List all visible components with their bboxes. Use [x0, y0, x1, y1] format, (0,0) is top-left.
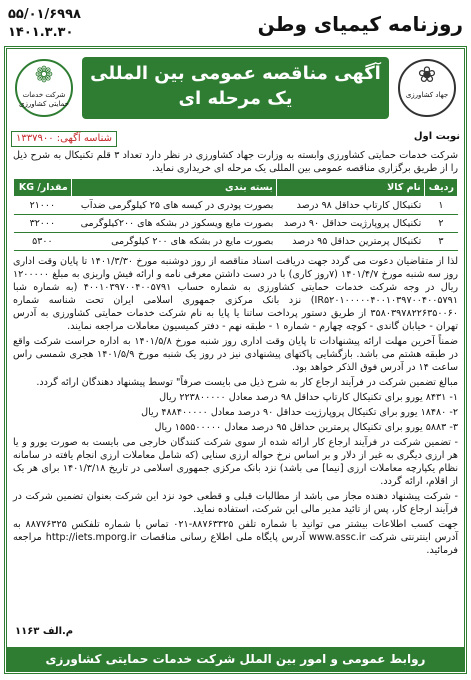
document-purchase-paragraph: لذا از متقاضیان دعوت می گردد جهت دریافت اسناد مناقصه از روز دوشنبه مورخ ۱۴۰۱/۳/۳۰ تا پایان وقت اداری روز سه شنبه مورخ ۱۴۰۱/۴/۷ (۷روز کاری) با در دست داشتن معرفی نامه و ارائه فیش واریزی به مبلغ ۱۲۰۰۰۰۰ ریال در وجه شرکت خدمات حمایتی کشاورزی به شماره حساب ۴۰۰۱۰۳۹۷۰۰۴۰۰۵۷۹۱ (به شماره شبا IR۵۲۰۱۰۰۰۰۰۴۰۰۱۰۳۹۷۰۰۴۰۰۵۷۹۱) نزد بانک مرکزی جمهوری اسلامی ایران تحت شناسه شماره ۳۵۸۰۳۹۷۸۲۲۶۳۵۰۰۶۰ از طریق دستور پرداخت ساتنا یا پایا به نام شرکت خدمات حمایتی کشاورزی به آدرس تهران - خیابان گاندی - کوچه چهارم - شماره ۱ - طبقه نهم - دفتر کمیسیون معاملات مراجعه نمایند. — [13, 256, 459, 332]
newspaper-title: روزنامه کیمیای وطن — [257, 12, 463, 36]
row-number: ۱ — [424, 197, 457, 215]
notice-number: شناسه آگهی: ۱۳۳۷۹۰۰ — [11, 131, 117, 147]
newspaper-header — [0, 0, 471, 46]
header-packaging: بسته بندی — [71, 179, 276, 197]
ad-meta-strip — [11, 131, 460, 147]
issue-date: ۱۴۰۱.۳.۳۰ — [8, 25, 74, 40]
ministry-logo-caption: جهاد کشاورزی — [405, 91, 449, 99]
claims-paragraph: - شرکت پیشنهاد دهنده مجاز می باشد از مطالبات قبلی و قطعی خود نزد این شرکت بعنوان تضمین شرکت در فرآیند ارجاع کار، پس از تائید مدیر مالی این شرکت، استفاده نماید. — [13, 491, 458, 515]
item-name: تکنیکال پرمترین حداقل ۹۵ درصد — [276, 233, 424, 251]
item-name: تکنیکال کارتاپ حداقل ۹۸ درصد — [276, 197, 424, 215]
ad-code: م.الف ۱۱۶۳ — [15, 626, 74, 637]
reference-number: ۵۵/۰۱/۶۹۹۸ — [8, 7, 81, 22]
table-row — [14, 215, 458, 233]
quantity: ۳۲۰۰۰ — [14, 215, 72, 233]
newspaper-meta — [8, 6, 81, 42]
item-name: تکنیکال پروپارژیت حداقل ۹۰ درصد — [276, 215, 424, 233]
packaging: بصورت مایع در بشکه های ۲۰۰ کیلوگرمی — [71, 233, 276, 251]
deadline-paragraph: ضمناً آخرین مهلت ارائه پیشنهادات تا پایان وقت اداری روز شنبه مورخ ۱۴۰۱/۵/۸ به اداره حراست شرکت واقع در طبقه هشتم می باشد. بازگشایی پاکتهای پیشنهادی نیز در روز یک شنبه مورخ ۱۴۰۱/۵/۹ هجری شمسی راس ساعت ۱۴ در آدرس فوق الذکر خواهد بود. — [13, 336, 459, 373]
ad-subtitle: یک مرحله ای — [178, 88, 293, 109]
leaf-icon: ❁ — [34, 63, 54, 88]
contact-paragraph: جهت کسب اطلاعات بیشتر می توانید با شماره تلفن ۸۸۷۶۳۳۲۵-۰۲۱ تماس با شماره تلفکس ۸۸۷۷۶۳۲۵ به آدرس اینترنتی شرکت www.assc.ir آدرس پایگاه ملی اطلاع رسانی مناقصات http://iets.mporg.ir مراجعه فرمائید. — [13, 519, 459, 556]
header-row-number: ردیف — [424, 179, 457, 197]
wheat-icon: ❀ — [417, 63, 437, 88]
ad-title: آگهی مناقصه عمومی بین المللی — [90, 63, 381, 84]
ad-header — [7, 49, 464, 129]
items-table — [13, 178, 458, 251]
quantity: ۲۱۰۰۰ — [14, 197, 72, 215]
company-logo-caption: شرکت خدمات حمایتی کشاورزی — [19, 91, 69, 108]
company-logo — [15, 59, 73, 117]
guarantee-item: ۳- ۵۸۸۳ یورو برای تکنیکال پرمترین حداقل ۹۵ درصد معادل ۱۵۵۵۰۰۰۰۰ ریال — [154, 422, 458, 433]
quantity: ۵۳۰۰ — [14, 233, 72, 251]
guarantee-item: ۱- ۸۴۳۱ یورو برای تکنیکال کارتاپ حداقل ۹۸ درصد معادل ۲۲۳۸۰۰۰۰۰ ریال — [159, 392, 458, 403]
ad-footer: روابط عمومی و امور بین الملل شرکت خدمات حمایتی کشاورزی — [7, 647, 464, 671]
header-quantity: مقدار/ KG — [14, 179, 72, 197]
guarantee-item: ۲- ۱۸۴۸۰ یورو برای تکنیکال پروپارژیت حداقل ۹۰ درصد معادل ۴۸۸۴۰۰۰۰۰ ریال — [141, 407, 458, 418]
ad-frame — [4, 46, 467, 674]
packaging: بصورت مایع ویسکوز در بشکه های ۲۰۰کیلوگرمی — [71, 215, 276, 233]
row-number: ۲ — [424, 215, 457, 233]
table-row — [14, 197, 458, 215]
ad-title-box — [82, 57, 389, 119]
row-number: ۳ — [424, 233, 457, 251]
table-header-row — [14, 179, 458, 197]
intro-paragraph: شرکت خدمات حمایتی کشاورزی وابسته به وزارت جهاد کشاورزی در نظر دارد تعداد ۳ قلم تکنیکال به شرح ذیل را از طریق برگزاری مناقصه عمومی بین المللی یک مرحله ای خریداری نماید. — [13, 150, 458, 174]
publication-turn: نوبت اول — [413, 131, 460, 142]
header-item-name: نام کالا — [276, 179, 424, 197]
guarantee-intro: مبالغ تضمین شرکت در فرآیند ارجاع کار به شرح ذیل می بایست صرفاً" توسط پیشنهاد دهندگان ارائه گردد. — [36, 377, 458, 388]
ad-body — [13, 149, 458, 559]
table-row — [14, 233, 458, 251]
foreign-guarantee-paragraph: - تضمین شرکت در فرآیند ارجاع کار ارائه شده از سوی شرکت کنندگان خارجی می بایست به صورت یورو و یا هر ارزی دیگری به غیر از دلار و بر اساس نرخ حواله ارزی سنایی (که شامل معاملات ارزی انجام یافته در سامانه نظام یکپارچه معاملات ارزی [نیما] می باشد) نزد بانک مرکزی جمهوری اسلامی در تاریخ ۱۴۰۱/۳/۱۸ برای هر یک از اقلام، ارائه گردد. — [13, 437, 458, 487]
ministry-logo — [398, 59, 456, 117]
packaging: بصورت پودری در کیسه های ۲۵ کیلوگرمی ضدآب — [71, 197, 276, 215]
